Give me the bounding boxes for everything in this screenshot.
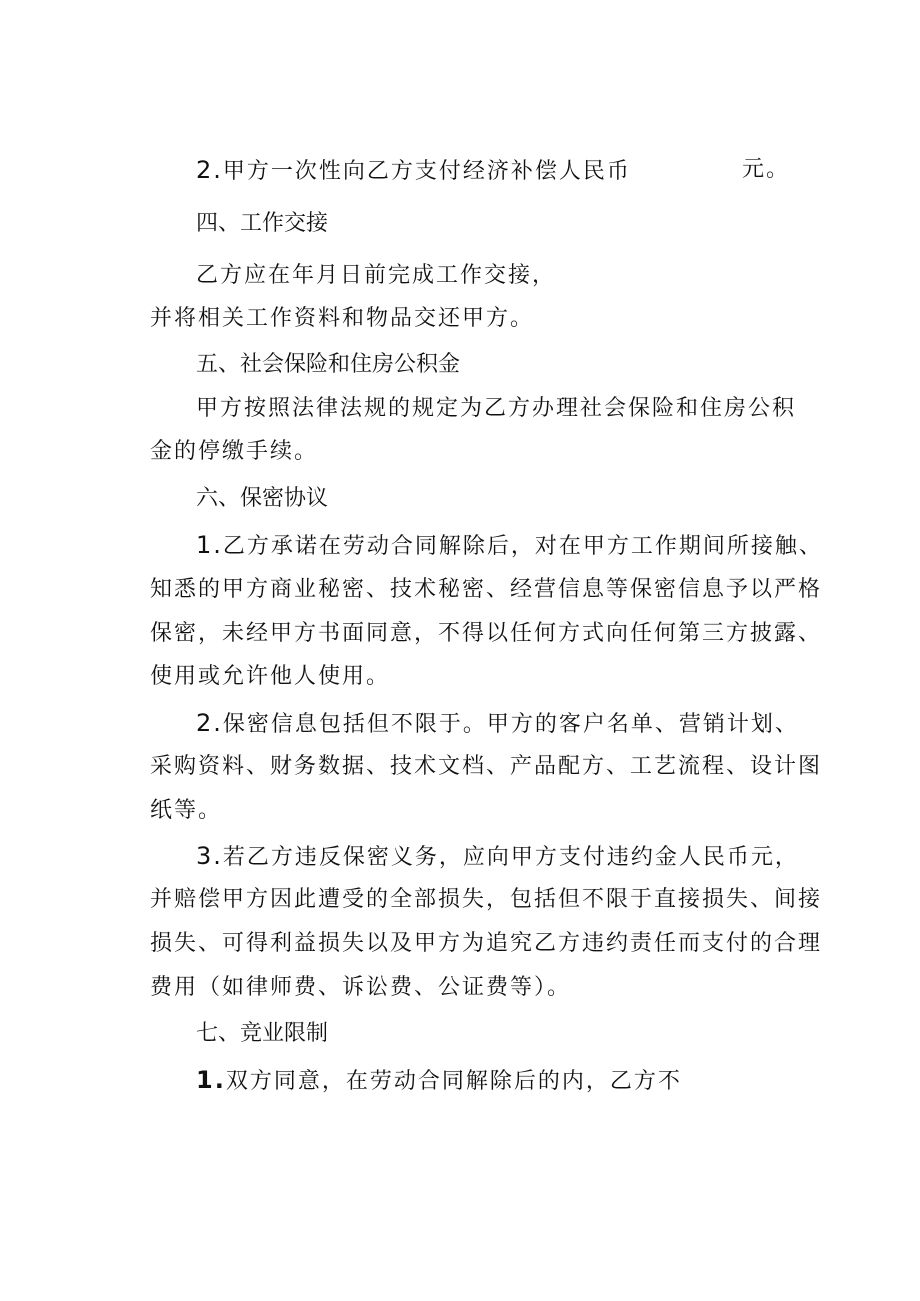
- item-number: 3.: [196, 842, 223, 870]
- confidentiality-item-2-line-3: 纸等。: [150, 798, 223, 823]
- section-heading-social-insurance: 五、社会保险和住房公积金: [196, 352, 461, 377]
- paragraph-text: 乙方承诺在劳动合同解除后，对在甲方工作期间所接触、: [222, 534, 823, 559]
- handover-line-2: 并将相关工作资料和物品交还甲方。: [150, 306, 535, 331]
- social-insurance-line-1: 甲方按照法律法规的规定为乙方办理社会保险和住房公积: [196, 396, 797, 421]
- compensation-item-2: [196, 154, 631, 188]
- compensation-unit: 元。: [742, 157, 791, 182]
- confidentiality-item-1-line-1: [196, 529, 823, 563]
- section-heading-handover: 四、工作交接: [196, 211, 329, 236]
- compensation-text: 甲方一次性向乙方支付经济补偿人民币: [222, 159, 631, 184]
- confidentiality-item-1-line-3: 保密，未经甲方书面同意，不得以任何方式向任何第三方披露、: [150, 621, 823, 646]
- item-number: 2.: [196, 709, 223, 737]
- handover-line-1: 乙方应在年月日前完成工作交接，: [196, 263, 557, 288]
- confidentiality-item-1-line-4: 使用或允许他人使用。: [150, 664, 391, 689]
- section-heading-confidentiality: 六、保密协议: [196, 486, 329, 511]
- confidentiality-item-3-line-2: 并赔偿甲方因此遭受的全部损失，包括但不限于直接损失、间接: [150, 887, 823, 912]
- item-number: 2.: [196, 156, 223, 184]
- confidentiality-item-3-line-3: 损失、可得利益损失以及甲方为追究乙方违约责任而支付的合理: [150, 931, 823, 956]
- confidentiality-item-2-line-1: [196, 707, 799, 741]
- paragraph-text: 保密信息包括但不限于。甲方的客户名单、营销计划、: [222, 712, 799, 737]
- non-compete-item-1-line-1: [196, 1064, 682, 1098]
- item-number: 1.: [196, 531, 223, 559]
- confidentiality-item-1-line-2: 知悉的甲方商业秘密、技术秘密、经营信息等保密信息予以严格: [150, 577, 823, 602]
- confidentiality-item-2-line-2: 采购资料、财务数据、技术文档、产品配方、工艺流程、设计图: [150, 754, 823, 779]
- section-heading-non-compete: 七、竞业限制: [196, 1021, 329, 1046]
- paragraph-text: 双方同意，在劳动合同解除后的内，乙方不: [225, 1069, 682, 1094]
- social-insurance-line-2: 金的停缴手续。: [150, 439, 319, 464]
- item-number: 1.: [196, 1066, 226, 1094]
- paragraph-text: 若乙方违反保密义务，应向甲方支付违约金人民币元，: [222, 845, 799, 870]
- confidentiality-item-3-line-1: [196, 840, 799, 874]
- confidentiality-item-3-line-4: 费用（如律师费、诉讼费、公证费等）。: [150, 975, 572, 1000]
